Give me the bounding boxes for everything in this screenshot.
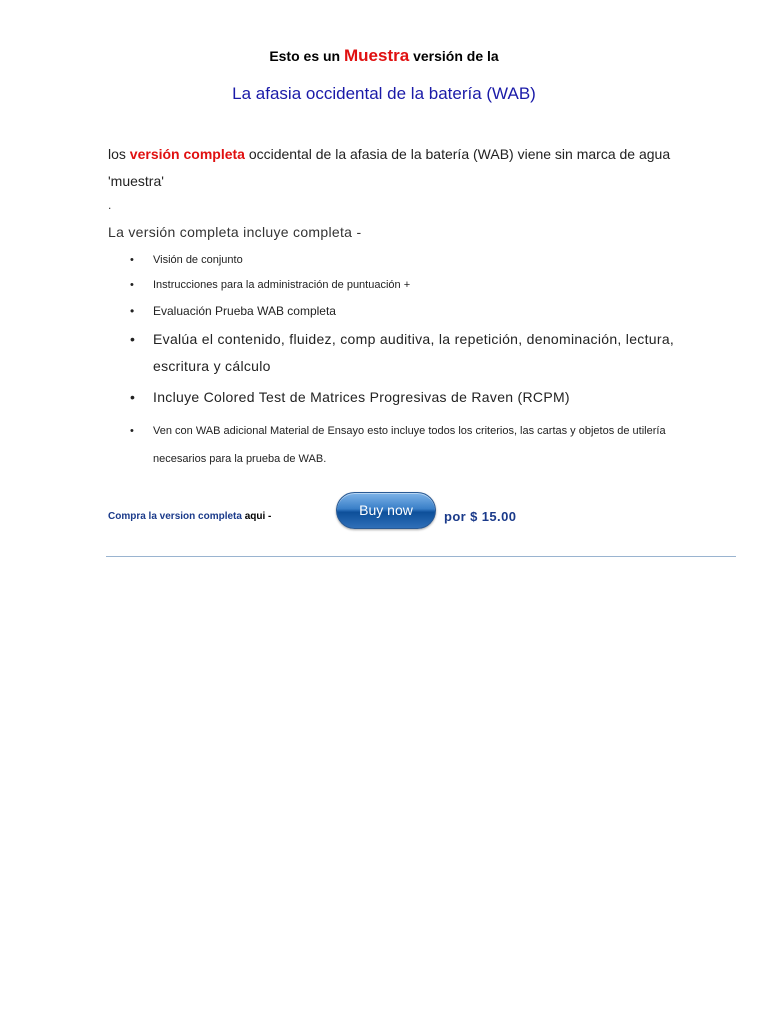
bullet-icon: • bbox=[130, 254, 134, 266]
feature-item bbox=[110, 384, 710, 411]
sample-notice-suffix: versión de la bbox=[409, 48, 499, 64]
feature-text: Visión de conjunto bbox=[153, 254, 243, 266]
feature-item bbox=[110, 248, 710, 273]
feature-item bbox=[110, 298, 710, 324]
bullet-icon: • bbox=[130, 279, 134, 291]
sample-notice-prefix: Esto es un bbox=[269, 48, 344, 64]
purchase-prompt bbox=[108, 511, 271, 522]
feature-text: Ven con WAB adicional Material de Ensayo esto incluye todos los criterios, las cartas y objetos de utilería necesarios para la prueba de WAB. bbox=[153, 425, 666, 465]
feature-text: Evalúa el contenido, fluidez, comp auditiva, la repetición, denominación, lectura, escritura y cálculo bbox=[153, 331, 675, 374]
intro-paragraph bbox=[108, 141, 688, 195]
intro-highlight: versión completa bbox=[129, 146, 245, 162]
includes-heading: La versión completa incluye completa - bbox=[108, 224, 362, 240]
bullet-icon: • bbox=[130, 425, 134, 437]
price-label: por $ 15.00 bbox=[444, 509, 517, 524]
feature-item bbox=[110, 273, 710, 298]
bullet-icon: • bbox=[130, 389, 136, 405]
feature-text: Incluye Colored Test de Matrices Progresivas de Raven (RCPM) bbox=[153, 389, 570, 405]
sample-notice-heading bbox=[0, 46, 768, 66]
sample-notice-accent: Muestra bbox=[344, 46, 410, 65]
purchase-here-link[interactable]: aqui - bbox=[244, 511, 272, 522]
feature-text: Evaluación Prueba WAB completa bbox=[153, 304, 336, 318]
intro-lead: los bbox=[108, 146, 130, 162]
feature-list bbox=[110, 248, 710, 473]
separator-dot: . bbox=[108, 198, 112, 212]
purchase-prompt-text: Compra la version completa bbox=[108, 511, 245, 522]
intro-rest: occidental de la afasia de la batería (WAB) viene sin marca de agua 'muestra' bbox=[108, 146, 671, 189]
bullet-icon: • bbox=[130, 331, 136, 347]
document-title: La afasia occidental de la batería (WAB) bbox=[232, 84, 536, 103]
horizontal-divider bbox=[106, 556, 736, 557]
bullet-icon: • bbox=[130, 304, 135, 318]
feature-text: Instrucciones para la administración de puntuación + bbox=[153, 279, 411, 291]
purchase-row bbox=[108, 492, 748, 532]
feature-item bbox=[110, 417, 710, 473]
feature-item bbox=[110, 326, 710, 380]
buy-now-button[interactable]: Buy now bbox=[336, 492, 436, 529]
